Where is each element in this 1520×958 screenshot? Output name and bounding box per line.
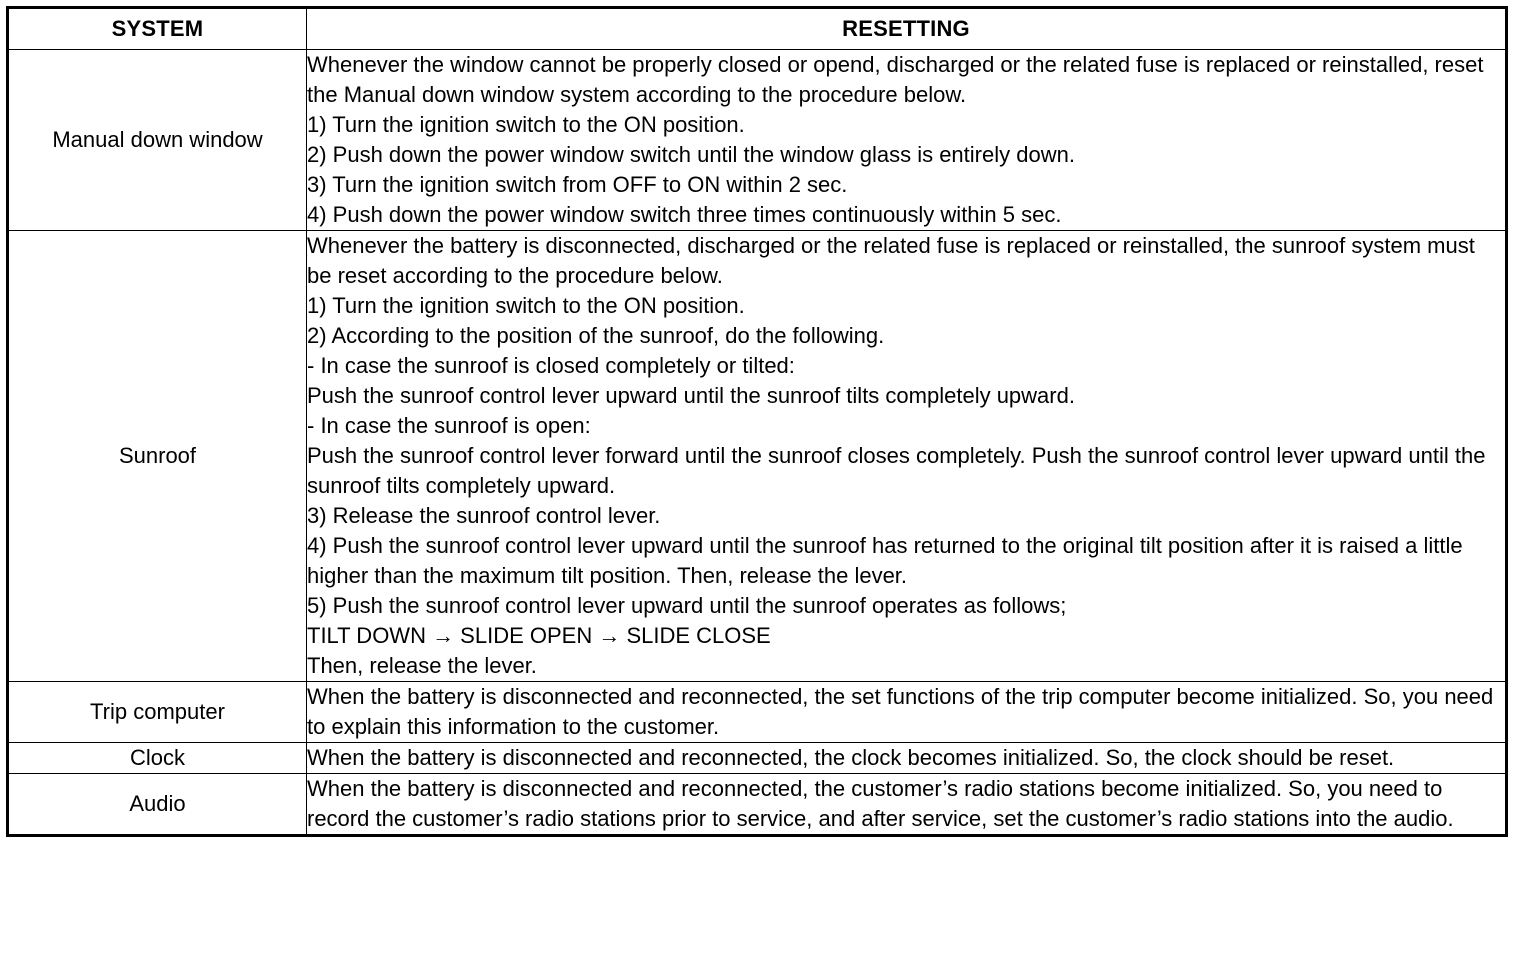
procedure-line: 5) Push the sunroof control lever upward until the sunroof operates as follows; [307,593,1067,618]
header-row [8,8,1507,50]
procedure-line: Push the sunroof control lever forward until the sunroof closes completely. Push the sunroof control lever upward until the sunroof tilts completely upward. [307,443,1486,498]
procedure-line: When the battery is disconnected and reconnected, the set functions of the trip computer become initialized. So, you need to explain this information to the customer. [307,684,1494,739]
system-cell: Sunroof [8,231,307,682]
procedure-line: Push the sunroof control lever upward until the sunroof tilts completely upward. [307,383,1075,408]
system-cell: Trip computer [8,682,307,743]
procedure-line: 4) Push the sunroof control lever upward until the sunroof has returned to the original tilt position after it is raised a little higher than the maximum tilt position. Then, release the lever. [307,533,1463,588]
resetting-cell [307,682,1507,743]
table-row-sunroof [8,231,1507,682]
procedure-line: - In case the sunroof is closed completely or tilted: [307,353,795,378]
resetting-table [6,6,1508,837]
procedure-line: TILT DOWN → SLIDE OPEN → SLIDE CLOSE [307,623,771,648]
system-cell: Manual down window [8,50,307,231]
resetting-cell [307,743,1507,774]
procedure-line: Whenever the battery is disconnected, discharged or the related fuse is replaced or reinstalled, the sunroof system must be reset according to the procedure below. [307,233,1475,288]
resetting-cell [307,50,1507,231]
procedure-line: 1) Turn the ignition switch to the ON position. [307,112,745,137]
table-body [8,50,1507,836]
resetting-header: RESETTING [307,8,1507,50]
procedure-line: Whenever the window cannot be properly closed or opend, discharged or the related fuse is replaced or reinstalled, reset the Manual down window system according to the procedure below. [307,52,1484,107]
table-row-trip-computer [8,682,1507,743]
procedure-line: 2) According to the position of the sunroof, do the following. [307,323,885,348]
procedure-line: 1) Turn the ignition switch to the ON position. [307,293,745,318]
procedure-line: Then, release the lever. [307,653,537,678]
table-row-manual-down-window [8,50,1507,231]
procedure-line: When the battery is disconnected and reconnected, the customer’s radio stations become initialized. So, you need to record the customer’s radio stations prior to service, and after service, set the customer’s radio stations into the audio. [307,776,1454,831]
resetting-cell [307,231,1507,682]
table-row-clock [8,743,1507,774]
system-cell: Clock [8,743,307,774]
procedure-line: 3) Release the sunroof control lever. [307,503,661,528]
procedure-line: 3) Turn the ignition switch from OFF to ON within 2 sec. [307,172,848,197]
table-row-audio [8,774,1507,836]
procedure-line: 2) Push down the power window switch until the window glass is entirely down. [307,142,1075,167]
procedure-line: - In case the sunroof is open: [307,413,591,438]
system-cell: Audio [8,774,307,836]
system-header: SYSTEM [8,8,307,50]
procedure-line: When the battery is disconnected and reconnected, the clock becomes initialized. So, the clock should be reset. [307,745,1395,770]
resetting-cell [307,774,1507,836]
procedure-line: 4) Push down the power window switch three times continuously within 5 sec. [307,202,1062,227]
